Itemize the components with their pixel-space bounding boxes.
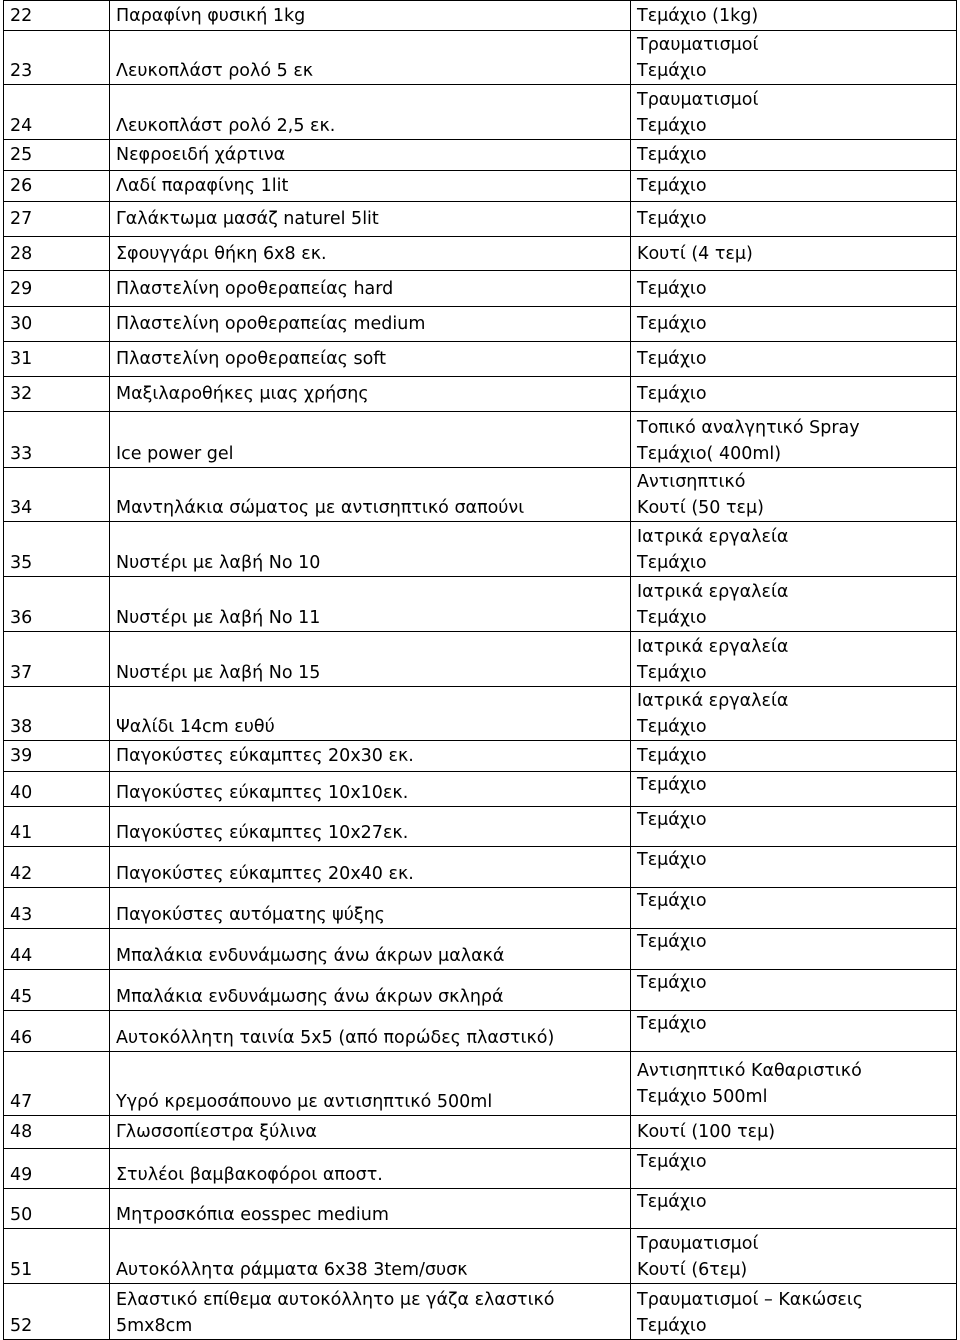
item-unit-line: Τεμάχιο — [637, 717, 707, 737]
item-number: 31 — [4, 342, 110, 377]
item-description-line: Παγοκύστες εύκαμπτες 10x27εκ. — [116, 823, 409, 843]
item-description — [110, 140, 631, 171]
table-row — [4, 31, 957, 85]
table-row — [4, 412, 957, 468]
item-description — [110, 1189, 631, 1229]
item-unit — [631, 632, 957, 687]
item-description — [110, 687, 631, 741]
item-unit — [631, 1189, 957, 1229]
item-unit — [631, 271, 957, 307]
table-row — [4, 85, 957, 140]
table-row — [4, 741, 957, 772]
item-number: 28 — [4, 237, 110, 271]
item-unit-line: Τεμάχιο — [637, 973, 707, 993]
item-unit-line: Τεμάχιο — [637, 553, 707, 573]
table-row — [4, 522, 957, 577]
item-description — [110, 1052, 631, 1116]
item-description — [110, 632, 631, 687]
item-description — [110, 970, 631, 1011]
item-description-line: Μητροσκόπια eosspec medium — [116, 1205, 389, 1225]
items-table-body — [4, 1, 957, 1340]
item-unit-line: Τεμάχιο — [637, 278, 707, 299]
item-unit-line: Ιατρικά εργαλεία — [637, 637, 789, 657]
item-description-line: Σφουγγάρι θήκη 6x8 εκ. — [116, 243, 327, 264]
item-unit-line: Τεμάχιο — [637, 145, 707, 165]
table-row — [4, 807, 957, 847]
item-description-line: Αυτοκόλλητα ράμματα 6x38 3tem/συσκ — [116, 1260, 468, 1280]
item-unit-line: Τεμάχιο (1kg) — [637, 5, 759, 26]
item-unit-line: Τεμάχιο — [637, 1316, 707, 1336]
item-number: 44 — [4, 929, 110, 970]
item-description-line: Πλαστελίνη οροθεραπείας soft — [116, 349, 387, 369]
table-row — [4, 342, 957, 377]
item-unit-line: Τεμάχιο — [637, 1152, 707, 1172]
item-unit-line: Αντισηπτικό — [637, 472, 746, 492]
item-description-line: Λευκοπλάστ ρολό 5 εκ — [116, 61, 314, 81]
item-description — [110, 1149, 631, 1189]
table-row — [4, 171, 957, 202]
item-unit — [631, 1284, 957, 1340]
item-unit-line: Τεμάχιο 500ml — [637, 1086, 768, 1107]
item-unit-line: Ιατρικά εργαλεία — [637, 527, 789, 547]
item-description — [110, 1, 631, 31]
table-row — [4, 1116, 957, 1149]
item-description — [110, 468, 631, 522]
table-row — [4, 687, 957, 741]
item-unit — [631, 888, 957, 929]
item-number: 37 — [4, 632, 110, 687]
item-unit-line: Ιατρικά εργαλεία — [637, 582, 789, 602]
item-unit — [631, 31, 957, 85]
item-description-line: Παγοκύστες εύκαμπτες 20x40 εκ. — [116, 864, 414, 884]
item-description-line: Νυστέρι με λαβή No 11 — [116, 608, 321, 628]
item-description — [110, 888, 631, 929]
table-row — [4, 632, 957, 687]
table-row — [4, 271, 957, 307]
item-unit-line: Τεμάχιο — [637, 116, 707, 136]
item-unit-line: Τεμάχιο — [637, 932, 707, 952]
item-unit — [631, 202, 957, 237]
item-description-line: Μπαλάκια ενδυνάμωσης άνω άκρων σκληρά — [116, 987, 504, 1007]
item-description-line: Πλαστελίνη οροθεραπείας medium — [116, 314, 426, 334]
item-unit — [631, 237, 957, 271]
table-row — [4, 847, 957, 888]
item-description-line: Πλαστελίνη οροθεραπείας hard — [116, 278, 394, 299]
item-unit — [631, 342, 957, 377]
item-unit-line: Ιατρικά εργαλεία — [637, 691, 789, 711]
item-number: 40 — [4, 772, 110, 807]
item-description — [110, 307, 631, 342]
item-unit-line: Τεμάχιο — [637, 384, 707, 404]
item-number: 34 — [4, 468, 110, 522]
item-unit-line: Τεμάχιο — [637, 775, 707, 795]
item-unit-line: Τεμάχιο — [637, 850, 707, 870]
item-unit-line: Τεμάχιο — [637, 663, 707, 683]
item-description — [110, 741, 631, 772]
item-unit — [631, 1116, 957, 1149]
item-unit — [631, 807, 957, 847]
item-unit — [631, 577, 957, 632]
item-description-line: Ice power gel — [116, 444, 234, 464]
item-unit — [631, 1149, 957, 1189]
item-description-line: Μαντηλάκια σώματος με αντισηπτικό σαπούνι — [116, 498, 525, 518]
table-row — [4, 307, 957, 342]
item-description — [110, 807, 631, 847]
item-description — [110, 202, 631, 237]
item-unit-line: Τεμάχιο — [637, 176, 707, 196]
item-description-line: Μαξιλαροθήκες μιας χρήσης — [116, 384, 369, 404]
item-unit-line: Τεμάχιο — [637, 209, 707, 229]
item-unit-line: Τραυματισμοί — [637, 35, 759, 55]
item-description-line: Ελαστικό επίθεμα αυτοκόλλητο με γάζα ελαστικό — [116, 1290, 555, 1310]
item-number: 49 — [4, 1149, 110, 1189]
table-row — [4, 888, 957, 929]
table-row — [4, 929, 957, 970]
item-description-line: Παγοκύστες εύκαμπτες 20x30 εκ. — [116, 746, 414, 766]
item-unit — [631, 1, 957, 31]
item-number: 50 — [4, 1189, 110, 1229]
item-unit-line: Τεμάχιο — [637, 1014, 707, 1034]
table-row — [4, 202, 957, 237]
table-row — [4, 468, 957, 522]
item-description-line: Υγρό κρεμοσάπουνο με αντισηπτικό 500ml — [116, 1092, 493, 1112]
item-description — [110, 342, 631, 377]
table-row — [4, 1284, 957, 1340]
item-number: 46 — [4, 1011, 110, 1052]
item-unit — [631, 140, 957, 171]
table-row — [4, 140, 957, 171]
item-number: 51 — [4, 1229, 110, 1284]
item-unit — [631, 772, 957, 807]
item-description — [110, 377, 631, 412]
item-description-line: Ψαλίδι 14cm ευθύ — [116, 717, 275, 737]
item-number: 52 — [4, 1284, 110, 1340]
item-unit — [631, 741, 957, 772]
item-description — [110, 772, 631, 807]
item-description — [110, 577, 631, 632]
item-unit — [631, 377, 957, 412]
item-number: 29 — [4, 271, 110, 307]
item-description-line: Παγοκύστες αυτόματης ψύξης — [116, 905, 385, 925]
item-number: 36 — [4, 577, 110, 632]
item-description-line: Νεφροειδή χάρτινα — [116, 145, 286, 165]
item-number: 39 — [4, 741, 110, 772]
item-unit-line: Τεμάχιο — [637, 1192, 707, 1212]
item-unit-line: Τραυματισμοί — [637, 1234, 759, 1254]
item-description — [110, 522, 631, 577]
item-unit-line: Τεμάχιο — [637, 61, 707, 81]
item-unit — [631, 1229, 957, 1284]
item-unit-line: Κουτί (100 τεμ) — [637, 1122, 776, 1142]
item-description — [110, 847, 631, 888]
item-unit — [631, 929, 957, 970]
item-number: 33 — [4, 412, 110, 468]
item-description — [110, 1229, 631, 1284]
item-number: 38 — [4, 687, 110, 741]
item-number: 23 — [4, 31, 110, 85]
item-description-line: Νυστέρι με λαβή No 10 — [116, 553, 321, 573]
item-unit — [631, 522, 957, 577]
item-description-line: Αυτοκόλλητη ταινία 5x5 (από πορώδες πλαστικό) — [116, 1028, 555, 1048]
item-unit-line: Τεμάχιο — [637, 891, 707, 911]
item-number: 25 — [4, 140, 110, 171]
item-unit — [631, 412, 957, 468]
table-row — [4, 237, 957, 271]
item-number: 47 — [4, 1052, 110, 1116]
item-description-line: Παραφίνη φυσική 1kg — [116, 5, 306, 26]
item-number: 27 — [4, 202, 110, 237]
item-description-line: Παγοκύστες εύκαμπτες 10x10εκ. — [116, 783, 409, 803]
item-number: 42 — [4, 847, 110, 888]
item-unit-line: Κουτί (50 τεμ) — [637, 498, 764, 518]
table-row — [4, 772, 957, 807]
item-unit — [631, 307, 957, 342]
item-description-line: Μπαλάκια ενδυνάμωσης άνω άκρων μαλακά — [116, 946, 505, 966]
item-unit-line: Τοπικό αναλγητικό Spray — [637, 418, 860, 438]
item-unit-line: Τεμάχιο — [637, 349, 707, 369]
item-number: 32 — [4, 377, 110, 412]
item-description-line: Νυστέρι με λαβή No 15 — [116, 663, 321, 683]
item-description — [110, 1116, 631, 1149]
item-description-line: Γαλάκτωμα μασάζ naturel 5lit — [116, 209, 379, 229]
item-unit-line: Κουτί (4 τεμ) — [637, 243, 753, 264]
item-description-line: Στυλέοι βαμβακοφόροι αποστ. — [116, 1165, 383, 1185]
item-unit — [631, 1052, 957, 1116]
table-row — [4, 577, 957, 632]
item-unit-line: Αντισηπτικό Καθαριστικό — [637, 1060, 862, 1081]
item-description — [110, 1011, 631, 1052]
item-description — [110, 85, 631, 140]
table-row — [4, 1011, 957, 1052]
item-description — [110, 412, 631, 468]
item-unit-line: Τεμάχιο — [637, 608, 707, 628]
item-unit — [631, 468, 957, 522]
item-description-line: Λευκοπλάστ ρολό 2,5 εκ. — [116, 116, 336, 136]
item-unit — [631, 847, 957, 888]
item-number: 30 — [4, 307, 110, 342]
item-unit-line: Κουτί (6τεμ) — [637, 1260, 748, 1280]
table-row — [4, 1229, 957, 1284]
item-unit — [631, 1011, 957, 1052]
table-row — [4, 970, 957, 1011]
item-unit — [631, 85, 957, 140]
item-description — [110, 171, 631, 202]
item-description — [110, 271, 631, 307]
item-description-line: Γλωσσοπίεστρα ξύλινα — [116, 1122, 317, 1142]
table-row — [4, 1, 957, 31]
table-row — [4, 1189, 957, 1229]
item-unit-line: Τεμάχιο — [637, 810, 707, 830]
item-unit-line: Τεμάχιο — [637, 314, 707, 334]
item-description — [110, 1284, 631, 1340]
item-description-line: Λαδί παραφίνης 1lit — [116, 176, 289, 196]
item-unit — [631, 687, 957, 741]
items-table — [3, 0, 957, 1340]
item-number: 26 — [4, 171, 110, 202]
item-number: 48 — [4, 1116, 110, 1149]
item-description — [110, 31, 631, 85]
table-row — [4, 377, 957, 412]
item-unit — [631, 970, 957, 1011]
item-number: 41 — [4, 807, 110, 847]
item-number: 24 — [4, 85, 110, 140]
table-row — [4, 1149, 957, 1189]
item-number: 45 — [4, 970, 110, 1011]
item-unit — [631, 171, 957, 202]
item-unit-line: Τεμάχιο — [637, 746, 707, 766]
item-unit-line: Τεμάχιο( 400ml) — [637, 444, 782, 464]
item-description — [110, 929, 631, 970]
item-number: 22 — [4, 1, 110, 31]
item-unit-line: Τραυματισμοί — [637, 90, 759, 110]
item-unit-line: Τραυματισμοί – Κακώσεις — [637, 1290, 864, 1310]
item-description-line: 5mx8cm — [116, 1316, 193, 1336]
item-description — [110, 237, 631, 271]
table-row — [4, 1052, 957, 1116]
item-number: 35 — [4, 522, 110, 577]
item-number: 43 — [4, 888, 110, 929]
